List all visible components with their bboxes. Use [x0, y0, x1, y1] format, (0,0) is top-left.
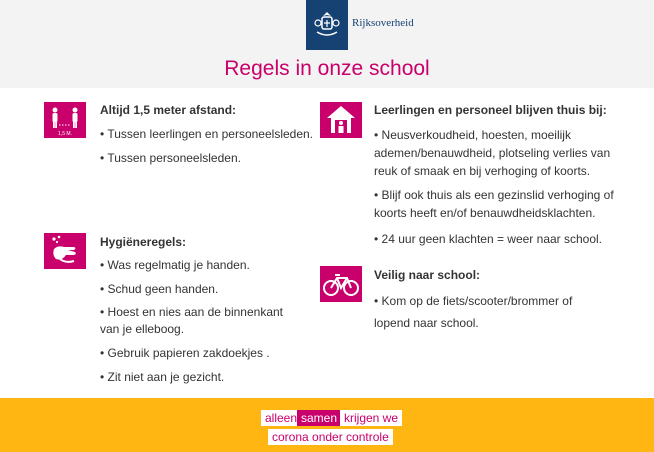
- slogan-corona-onder-controle: corona onder controle: [268, 429, 393, 445]
- list-item: • Blijf ook thuis als een gezinslid verhoging of: [374, 188, 614, 202]
- home-icon: [320, 102, 362, 138]
- page-title: Regels in onze school: [224, 57, 430, 80]
- list-item: van je elleboog.: [100, 322, 185, 336]
- distance-icon-label: 1,5 M.: [58, 131, 72, 137]
- list-item: • Hoest en nies aan de binnenkant: [100, 305, 283, 319]
- bicycle-icon: [320, 266, 362, 302]
- coat-of-arms-icon: [313, 10, 341, 40]
- distance-title: Altijd 1,5 meter afstand:: [100, 103, 237, 117]
- footer: [0, 398, 654, 452]
- safe-title: Veilig naar school:: [374, 268, 481, 282]
- distance-icon: [44, 102, 86, 138]
- list-item: reuk of smaak en bij verhoging of koorts.: [374, 164, 591, 178]
- list-item: • Tussen personeelsleden.: [100, 151, 241, 165]
- header: [0, 0, 654, 88]
- slogan-samen: samen: [297, 410, 341, 426]
- list-item: koorts heeft en/of benauwdheidsklachten.: [374, 206, 596, 220]
- list-item: ademen/benauwdheid, plotseling verlies van: [374, 146, 611, 160]
- slogan-alleen: alleen: [261, 410, 301, 426]
- slogan-krijgen-we: krijgen we: [340, 410, 402, 426]
- list-item: • Gebruik papieren zakdoekjes .: [100, 346, 270, 360]
- list-item: • 24 uur geen klachten = weer naar school.: [374, 232, 603, 246]
- list-item: lopend naar school.: [374, 316, 479, 330]
- list-item: • Zit niet aan je gezicht.: [100, 370, 225, 384]
- stay-home-title: Leerlingen en personeel blijven thuis bij:: [374, 103, 607, 117]
- list-item: • Neusverkoudheid, hoesten, moeilijk: [374, 128, 571, 142]
- logo-text: Rijksoverheid: [352, 17, 414, 29]
- list-item: • Kom op de fiets/scooter/brommer of: [374, 294, 573, 308]
- list-item: • Tussen leerlingen en personeelsleden.: [100, 127, 314, 141]
- rijksoverheid-logo: [306, 0, 348, 50]
- list-item: • Was regelmatig je handen.: [100, 258, 250, 272]
- list-item: • Schud geen handen.: [100, 282, 219, 296]
- hygiene-title: Hygiëneregels:: [100, 235, 187, 249]
- hand-washing-icon: [44, 233, 86, 269]
